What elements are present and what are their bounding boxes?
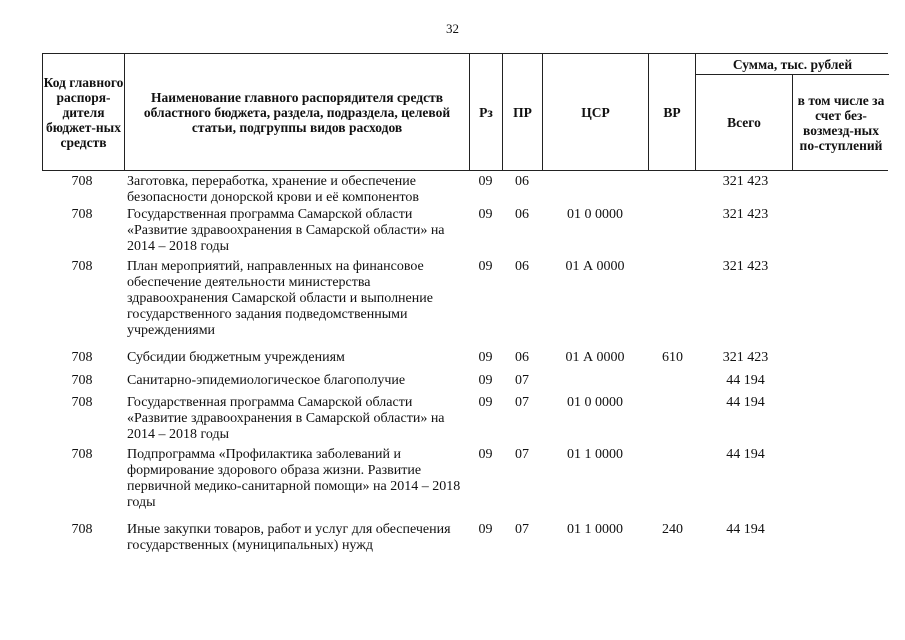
header-name [125,54,470,170]
table-row [42,522,888,574]
cell-rz: 09 [478,350,493,365]
cell-csr: 01 А 0000 [565,350,625,365]
cell-name: Иные закупки товаров, работ и услуг для обеспечения государственных (муниципальных) нужд [127,522,451,553]
table-row [42,207,888,259]
header-csr-label: ЦСР [581,104,610,120]
cell-vsego: 321 423 [722,207,769,222]
cell-vsego: 321 423 [722,350,769,365]
header-csr [543,54,649,170]
cell-rz: 09 [478,522,493,537]
table-row [42,350,888,373]
cell-csr: 01 0 0000 [567,207,623,222]
table-row [42,259,888,350]
header-free [793,75,889,170]
cell-kod: 708 [71,522,93,537]
cell-pr: 06 [515,174,529,189]
cell-rz: 09 [478,207,493,222]
cell-pr: 06 [515,350,529,365]
cell-csr: 01 1 0000 [567,447,623,462]
header-free-label: в том числе за счет без-возмезд-ных по-ступлений [797,92,885,153]
cell-kod: 708 [71,373,93,388]
cell-csr: 01 0 0000 [567,395,623,410]
cell-kod: 708 [71,447,93,462]
cell-pr: 06 [515,207,529,222]
header-summa [696,54,889,75]
cell-vr: 610 [662,350,683,365]
header-vsego [696,75,793,170]
cell-vsego: 321 423 [722,174,769,189]
header-pr [503,54,543,170]
header-rz [470,54,503,170]
header-rz-label: Рз [479,104,493,120]
cell-vr: 240 [662,522,683,537]
cell-vsego: 321 423 [722,259,769,274]
cell-rz: 09 [478,447,493,462]
cell-pr: 07 [515,395,529,410]
cell-vsego: 44 194 [726,395,765,410]
header-kod [43,54,125,170]
cell-pr: 07 [515,373,529,388]
cell-pr: 07 [515,522,529,537]
cell-name: Субсидии бюджетным учреждениям [127,350,345,365]
cell-vsego: 44 194 [726,373,765,388]
cell-rz: 09 [478,395,493,410]
cell-kod: 708 [71,395,93,410]
table-header [42,53,888,171]
header-summa-label: Сумма, тыс. рублей [732,56,853,72]
table-row [42,373,888,395]
cell-csr: 01 1 0000 [567,522,623,537]
header-pr-label: ПР [513,104,532,120]
page-number: 32 [446,21,459,36]
table-row [42,395,888,447]
cell-name: Заготовка, переработка, хранение и обеспечение безопасности донорской крови и её компонентов [127,174,420,205]
cell-rz: 09 [478,373,493,388]
cell-rz: 09 [478,259,493,274]
cell-kod: 708 [71,259,93,274]
cell-kod: 708 [71,350,93,365]
cell-vsego: 44 194 [726,522,765,537]
header-kod-label: Код главного распоря-дителя бюджет-ных средств [43,74,124,150]
table-body [42,174,888,574]
cell-name: Подпрограмма «Профилактика заболеваний и формирование здорового образа жизни. Развитие первичной медико-санитарной помощи» на 2014 – 2018 годы [127,447,461,510]
header-vsego-label: Всего [727,115,761,130]
cell-pr: 06 [515,259,529,274]
cell-name: План мероприятий, направленных на финансовое обеспечение деятельности министерства здравоохранения Самарской области и выполнение государственного задания подведомственными учреждениями [127,259,433,338]
cell-vsego: 44 194 [726,447,765,462]
cell-kod: 708 [71,207,93,222]
cell-name: Санитарно-эпидемиологическое благополучие [127,373,406,388]
cell-kod: 708 [71,174,93,189]
table-row [42,447,888,522]
header-name-label: Наименование главного распорядителя средств областного бюджета, раздела, подраздела, целевой статьи, подгруппы видов расходов [143,89,451,135]
header-vr-label: ВР [663,104,681,120]
cell-name: Государственная программа Самарской области «Развитие здравоохранения в Самарской области» на 2014 – 2018 годы [127,395,445,442]
table-row [42,174,888,207]
cell-pr: 07 [515,447,529,462]
cell-rz: 09 [478,174,493,189]
cell-csr: 01 А 0000 [565,259,625,274]
cell-name: Государственная программа Самарской области «Развитие здравоохранения в Самарской области» на 2014 – 2018 годы [127,207,445,254]
header-vr [649,54,696,170]
